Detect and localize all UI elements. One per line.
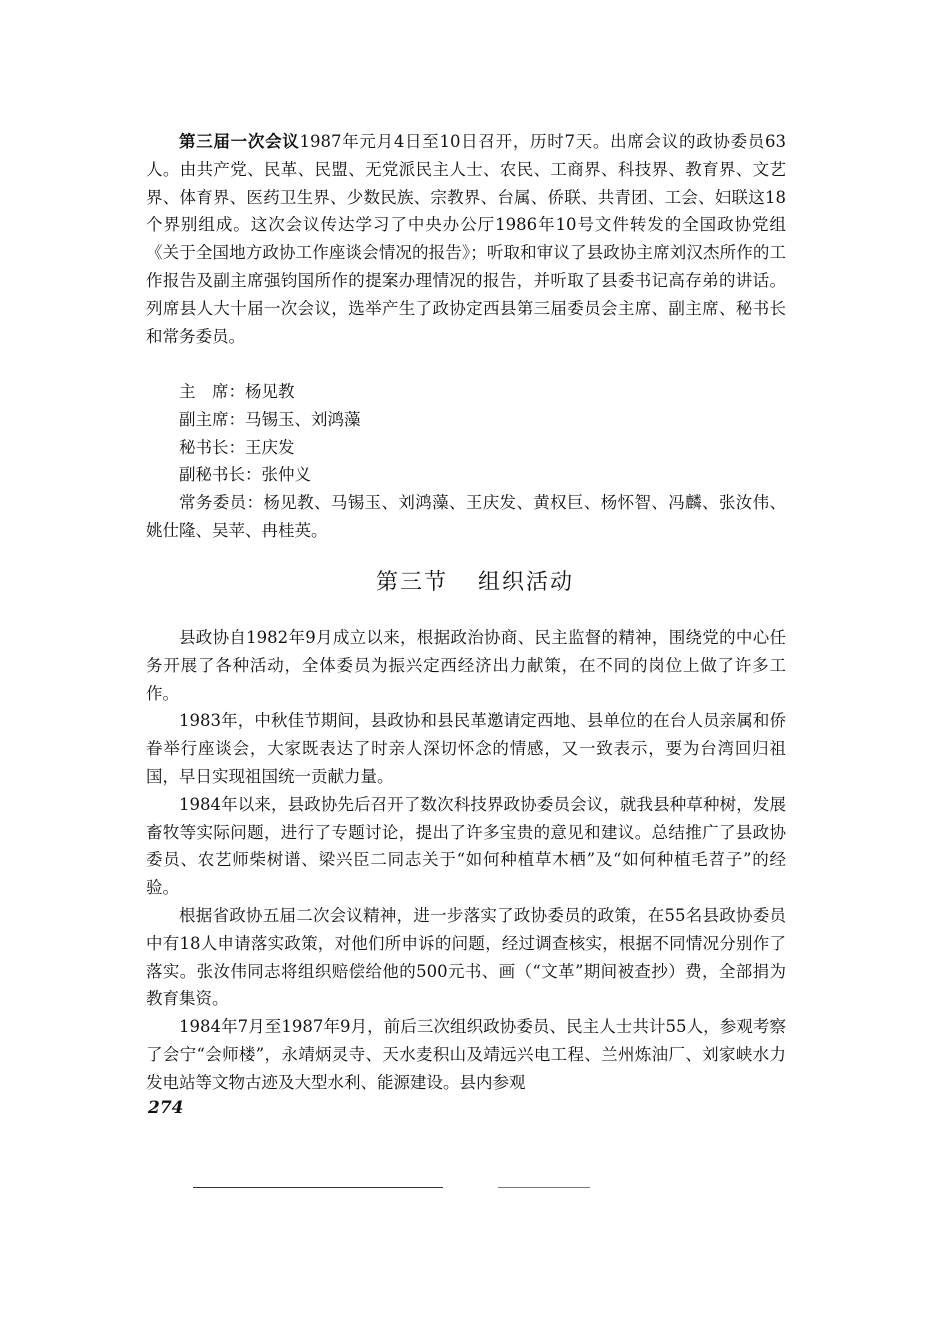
officer-label: 常务委员： bbox=[179, 493, 264, 513]
session-lead: 第三届一次会议 bbox=[179, 132, 300, 151]
paragraph: 根据省政协五届二次会议精神，进一步落实了政协委员的政策，在55名县政协委员中有18人申请落实政策，对他们所申诉的问题，经过调查核实，根据不同情况分别作了落实。张汝伟同志将组织赔偿给他的500元书、画（“文革”期间被查抄）费，全部捐为教育集资。 bbox=[146, 905, 786, 1009]
section-body bbox=[146, 624, 786, 1097]
paragraph: 1984年以来，县政协先后召开了数次科技界政协委员会议，就我县种草种树，发展畜牧等实际问题，进行了专题讨论，提出了许多宝贵的意见和建议。总结推广了县政协委员、农艺师柴树谱、梁兴臣二同志关于“如何种植草木栖”及“如何种植毛苕子”的经验。 bbox=[146, 794, 786, 898]
page-number: 274 bbox=[148, 1098, 184, 1118]
officer-value: 杨见教、马锡玉、刘鸿藻、王庆发、黄权巨、杨怀智、冯麟、张汝伟、姚仕隆、吴苹、冉桂英。 bbox=[146, 493, 787, 540]
officer-vice-chairman bbox=[146, 406, 786, 434]
section-title bbox=[0, 565, 950, 596]
section-number: 第三节 bbox=[375, 570, 448, 595]
officer-label: 主 席： bbox=[179, 382, 245, 401]
officer-value: 杨见教 bbox=[245, 382, 295, 401]
officer-deputy-secretary-general bbox=[146, 461, 786, 489]
session-body: 1987年元月4日至10日召开，历时7天。出席会议的政协委员63人。由共产党、民革、民盟、无党派民主人士、农民、工商界、科技界、教育界、文艺界、体育界、医药卫生界、少数民族、宗教界、台属、侨联、共青团、工会、妇联这18个界别组成。这次会议传达学习了中央办公厅1986年10号文件转发的全国政协党组《关于全国地方政协工作座谈会情况的报告》；听取和审议了县政协主席刘汉杰所作的工作报告及副主席强钧国所作的提案办理情况的报告，并听取了县委书记高存弟的讲话。列席县人大十届一次会议，选举产生了政协定西县第三届委员会主席、副主席、秘书长和常务委员。 bbox=[146, 132, 787, 346]
paragraph: 县政协自1982年9月成立以来，根据政治协商、民主监督的精神，围绕党的中心任务开展了各种活动，全体委员为振兴定西经济出力献策，在不同的岗位上做了许多工作。 bbox=[146, 628, 786, 703]
officer-label: 副主席： bbox=[179, 409, 245, 429]
officer-list bbox=[146, 378, 786, 545]
officer-value: 张仲义 bbox=[261, 465, 311, 485]
officer-value: 马锡玉、刘鸿藻 bbox=[245, 409, 361, 429]
officer-standing-committee bbox=[146, 489, 786, 545]
session-paragraph bbox=[146, 128, 786, 350]
paragraph: 1984年7月至1987年9月，前后三次组织政协委员、民主人士共计55人，参观考察了会宁“会师楼”，永靖炳灵寺、天水麦积山及靖远兴电工程、兰州炼油厂、刘家峡水力发电站等文物古迹及大型水利、能源建设。县内参观 bbox=[146, 1017, 786, 1092]
officer-secretary-general bbox=[146, 434, 786, 462]
officer-chairman bbox=[146, 378, 786, 406]
scan-rule-right bbox=[498, 1187, 590, 1188]
officer-label: 秘书长： bbox=[179, 437, 245, 457]
scan-rule-left bbox=[193, 1187, 443, 1188]
section-name: 组织活动 bbox=[478, 570, 575, 595]
officer-value: 王庆发 bbox=[245, 437, 295, 457]
paragraph: 1983年，中秋佳节期间，县政协和县民革邀请定西地、县单位的在台人员亲属和侨眷举行座谈会，大家既表达了时亲人深切怀念的情感，又一致表示，要为台湾回归祖国，早日实现祖国统一贡献力量。 bbox=[146, 711, 786, 786]
officer-label: 副秘书长： bbox=[179, 465, 262, 485]
